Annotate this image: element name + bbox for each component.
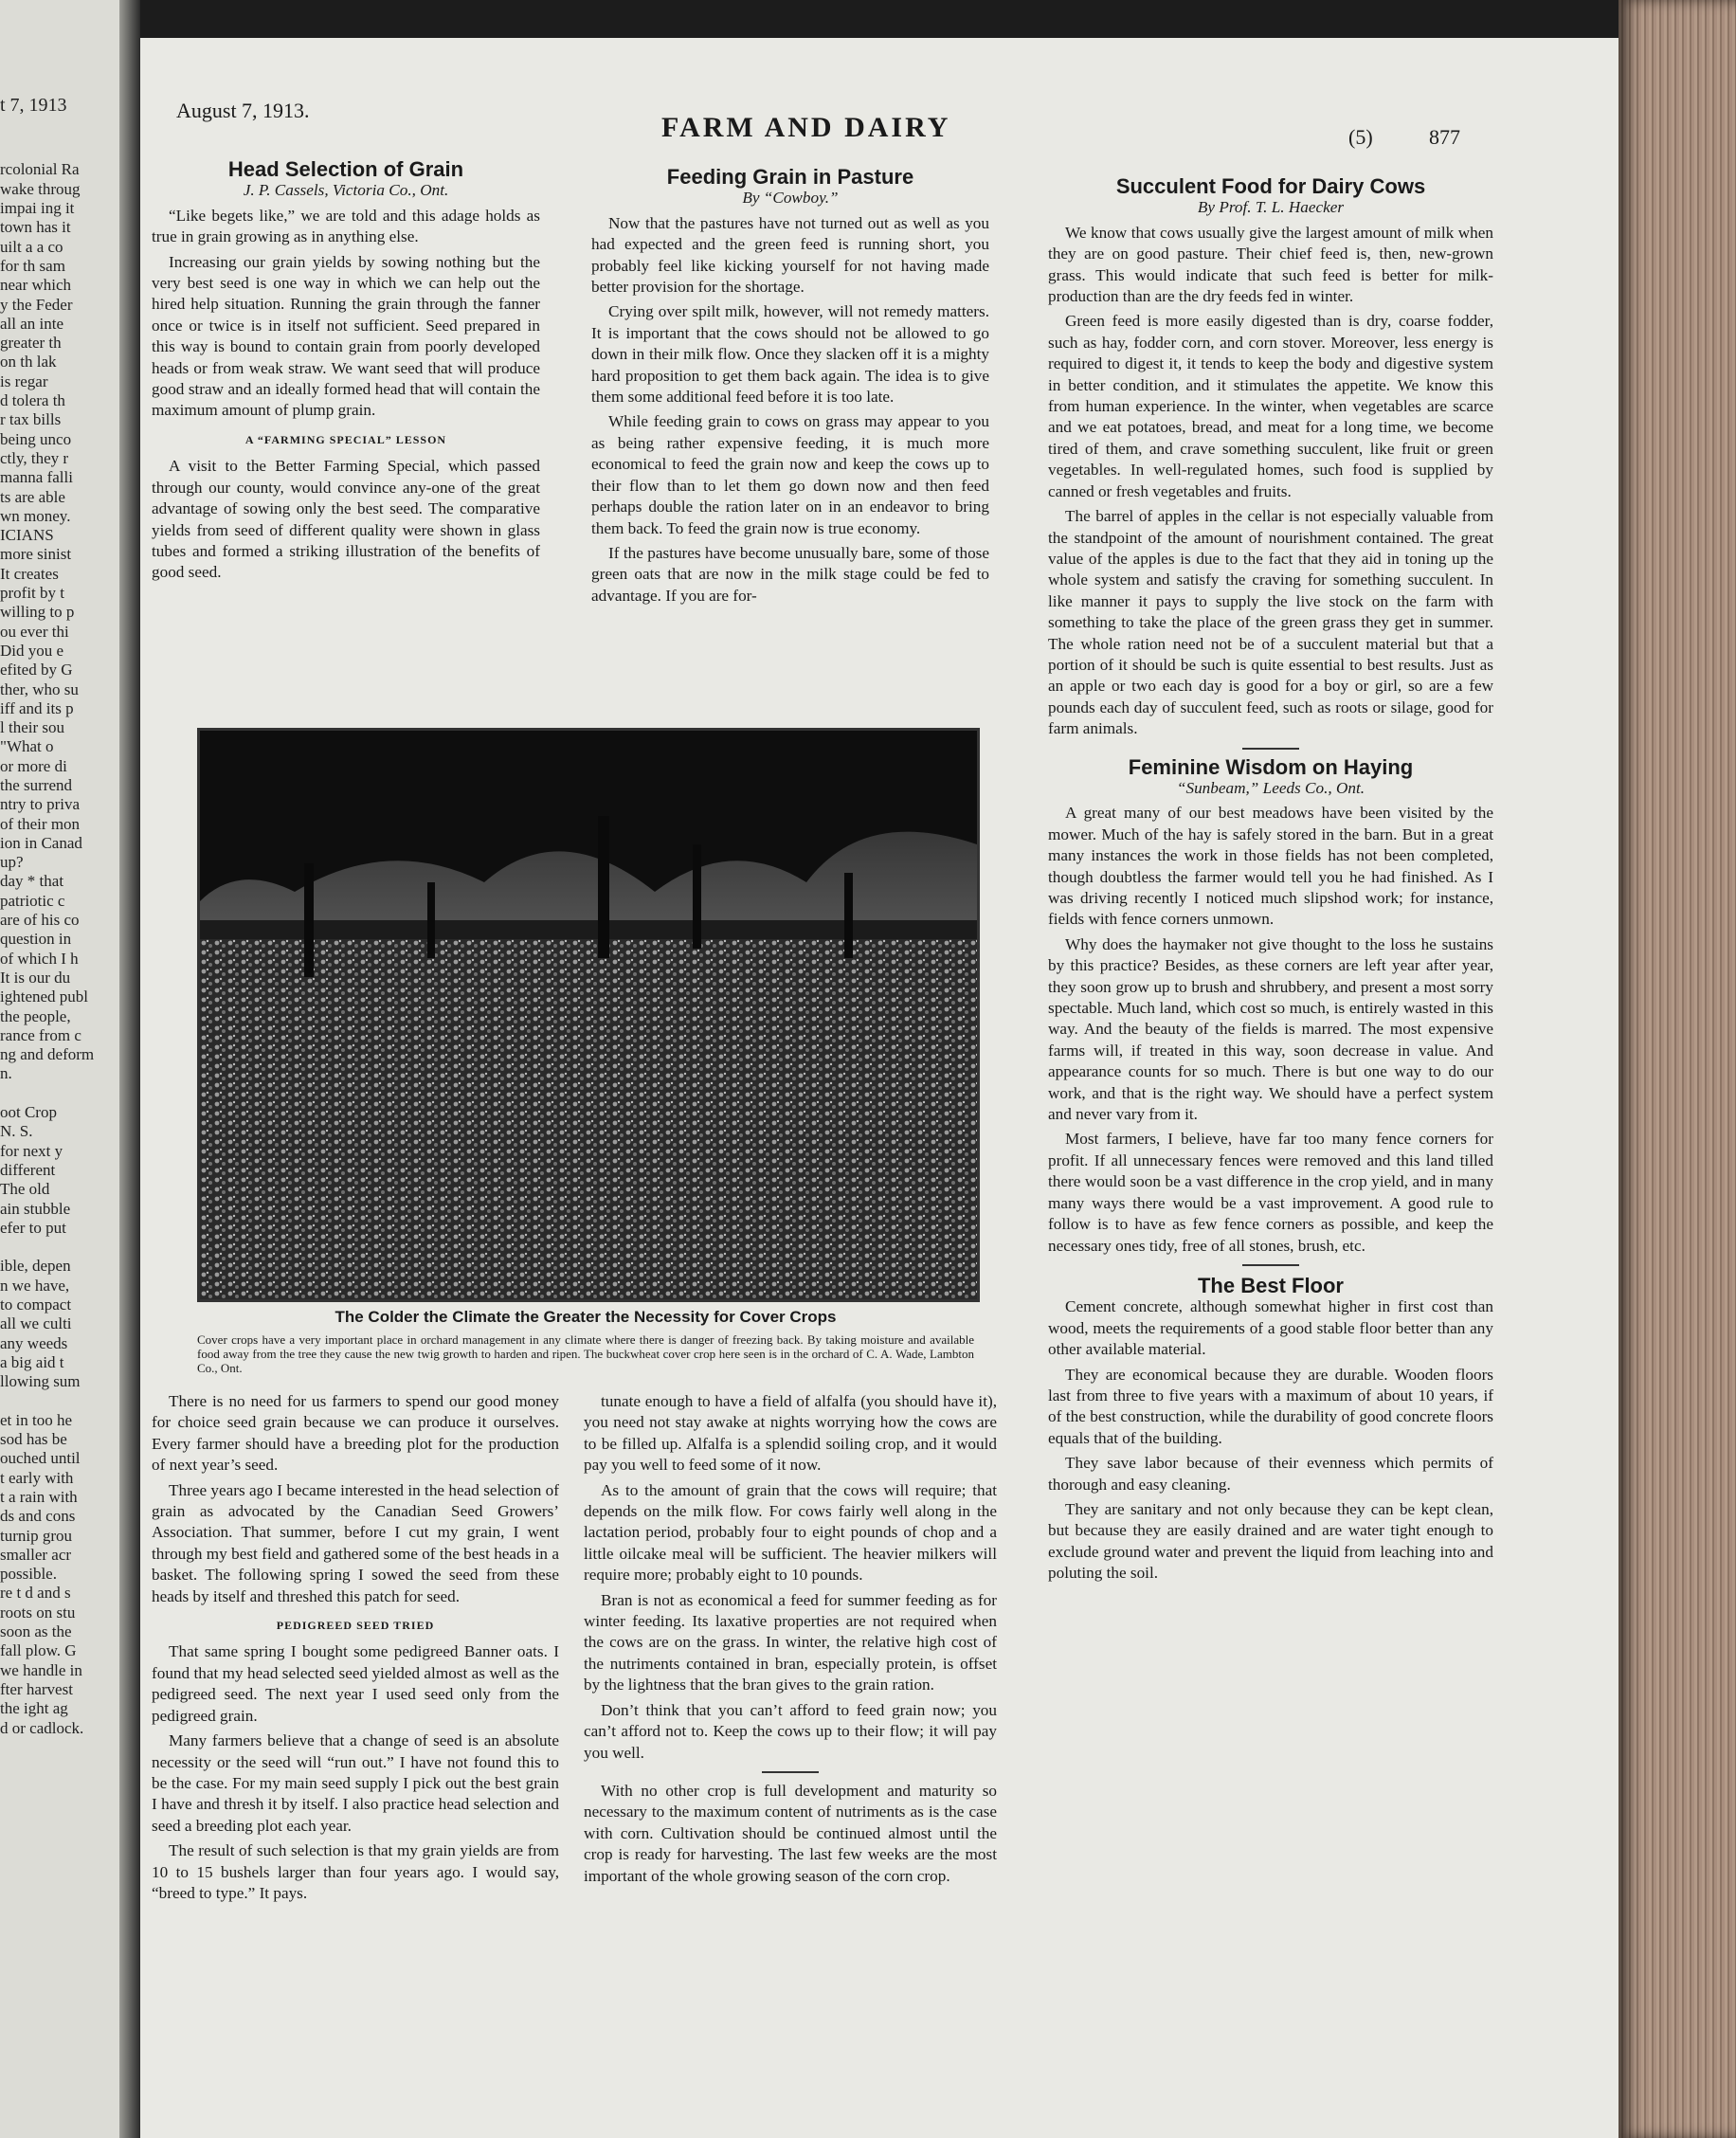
caption-title: The Colder the Climate the Greater the Necessity for Cover Crops — [335, 1308, 837, 1326]
previous-page-line: t a rain with — [0, 1487, 78, 1506]
previous-page-line: r tax bills — [0, 410, 62, 429]
article-title: The Best Floor — [1197, 1273, 1344, 1297]
previous-page-line — [0, 1084, 123, 1103]
previous-page-line: question in — [0, 930, 72, 949]
article-paragraph: While feeding grain to cows on grass may appear to you as being rather expensive feeding, it is much more economical to feed the grain now and keep the cows up to their flow than to let them go down now and then feed perhaps double the ration later on in an endeavor to bring them back. To feed the grain now is true economy. — [591, 412, 989, 537]
previous-page-line: of their mon — [0, 814, 81, 833]
previous-page-line: d tolera th — [0, 391, 65, 410]
article-paragraph: As to the amount of grain that the cows will require; that depends on the milk flow. For cows fairly well along in the lactation period, probably four to eight pounds of chop and a little oilcake meal will be sufficient. The heavier milkers will require more; probably eight to 10 pounds. — [584, 1480, 997, 1585]
previous-page-line: wn money. — [0, 506, 71, 525]
previous-page-date: t 7, 1913 — [0, 95, 67, 115]
previous-page-lines — [0, 160, 123, 1737]
article-paragraph: Don’t think that you can’t afford to feed grain now; you can’t afford not to. Keep the cows up to their flow; it will pay you well. — [584, 1700, 997, 1762]
previous-page-line: ntry to priva — [0, 795, 81, 814]
article-title: Succulent Food for Dairy Cows — [1115, 174, 1426, 198]
previous-page-line — [0, 1238, 123, 1257]
previous-page-line: all we culti — [0, 1314, 72, 1333]
previous-page-line: ightened publ — [0, 987, 89, 1006]
previous-page-line: t early with — [0, 1468, 74, 1487]
previous-page-line: oot Crop — [0, 1103, 57, 1122]
right-column — [1048, 176, 1493, 1588]
previous-page-line: of which I h — [0, 949, 79, 968]
book-page-edges — [1618, 0, 1736, 2138]
article-paragraph: There is no need for us farmers to spend our good money for choice seed grain because we can produce it ourselves. Every farmer should have a breeding plot for the production of next year’s seed. — [152, 1392, 559, 1475]
previous-page-line: all an inte — [0, 314, 64, 333]
article-paragraph: The barrel of apples in the cellar is not especially valuable from the standpoint of the amount of nourishment contained. The great value of the apples is due to the fact that they aid in toning up the whole system and satisfy the craving for something succulent. In like manner it pays to supply the live stock on the farm with something to take the place of the green grass they get in summer. The whole ration need not be of a succulent material but that a portion of it should be such is quite essential to best results. Just as an apple or two each day is good for a boy or girl, so are a few pounds each day of succulent feed, such as roots or silage, good for farm animals. — [1048, 507, 1493, 738]
article-byline: By Prof. T. L. Haecker — [1197, 198, 1345, 217]
article-paragraph: That same spring I bought some pedigreed Banner oats. I found that my head selected seed yielded almost as well as the pedigreed seed. The next year I used seed only from the pedigreed grain. — [152, 1642, 559, 1725]
previous-page-line: wake throug — [0, 179, 81, 198]
previous-page-line: turnip grou — [0, 1526, 73, 1545]
previous-page-line: more sinist — [0, 545, 72, 564]
article-paragraph: They are economical because they are durable. Wooden floors last from three to five years with a maximum of about 10 years, if of the best construction, while the durability of good concrete floors equals that of the building. — [1048, 1365, 1493, 1447]
previous-page-line: patriotic c — [0, 891, 65, 910]
article-paragraph: Bran is not as economical a feed for summer feeding as for winter feeding. Its laxative properties are not required when the cows are on the grass. In winter, the relative high cost of the nutriments contained in bran, especially protein, is offset by the lightness that the bran gives to the grain ration. — [584, 1590, 997, 1694]
article-paragraph: Most farmers, I believe, have far too many fence corners for profit. If all unnecessary fences were removed and this land tilled there would soon be a vast difference in the crop yield, and in many many ways there would be a vast improvement. A good rule to follow is to have as few fence corners as possible, and keep the necessary ones tidy, free of all stones, brush, etc. — [1048, 1130, 1493, 1255]
article-feeding-grain-continued — [584, 1391, 997, 1891]
previous-page-line: a big aid t — [0, 1352, 64, 1371]
article-paragraph: We know that cows usually give the largest amount of milk when they are on good pasture. Their chief feed is, then, new-grown grass. This would indicate that such feed is better for milk-production than are the dry feeds fed in winter. — [1048, 223, 1493, 306]
previous-page-line: rance from c — [0, 1025, 81, 1044]
previous-page-line: day * that — [0, 872, 64, 891]
previous-page-line: ICIANS — [0, 526, 54, 545]
previous-page-line: for next y — [0, 1141, 63, 1160]
article-paragraph: They are sanitary and not only because they can be kept clean, but because they are easily drained and are water tight enough to exclude ground water and prevent the liquid from leaching into and poluting the soil. — [1048, 1499, 1493, 1583]
divider — [762, 1771, 819, 1773]
previous-page-line: profit by t — [0, 584, 64, 603]
previous-page-line: the surrend — [0, 775, 73, 794]
previous-page-line: n we have, — [0, 1276, 70, 1295]
previous-page-line: "What o — [0, 737, 54, 756]
article-paragraph: Crying over spilt milk, however, will not remedy matters. It is important that the cows should not be allowed to go down in their milk flow. Once they slacken off it is a mighty hard proposition to get them back again. The idea is to give them some additional feed before it is too late. — [591, 302, 989, 407]
previous-page-line: the people, — [0, 1006, 71, 1025]
previous-page-line: to compact — [0, 1295, 72, 1314]
corn-paragraph: With no other crop is full development and maturity so necessary to the maximum content of nutriments as is the case with corn. Cultivation should be continued almost until the crop is ready for harvesting. The last few weeks are the most important of the whole growing season of the corn crop. — [584, 1781, 997, 1885]
previous-page-line: rcolonial Ra — [0, 160, 80, 179]
previous-page-line: y the Feder — [0, 295, 73, 314]
previous-page-line: ts are able — [0, 487, 65, 506]
divider — [1242, 748, 1299, 750]
page-number: 877 — [1429, 125, 1460, 149]
previous-page-line: It creates — [0, 564, 59, 583]
article-paragraph: Increasing our grain yields by sowing nothing but the very best seed is one way in which we can help out the hired help situation. Running the grain through the fanner once or twice is in itself not sufficient. Seed prepared in this way is bound to contain grain from poorly developed heads or from weak straw. We want seed that will produce good straw and an ideally formed head that will contain the maximum amount of plump grain. — [152, 252, 540, 420]
divider — [1242, 1264, 1299, 1266]
previous-page-line: are of his co — [0, 911, 80, 930]
previous-page-line: any weeds — [0, 1333, 68, 1352]
previous-page-line: d or cadlock. — [0, 1718, 84, 1737]
previous-page-line: on th lak — [0, 353, 57, 371]
photo-caption — [197, 1308, 974, 1375]
newspaper-page — [140, 38, 1618, 2138]
masthead-title: FARM AND DAIRY — [661, 112, 951, 143]
article-paragraph: They save labor because of their evenness which permits of thorough and easy cleaning. — [1048, 1454, 1493, 1494]
previous-page-line: iff and its p — [0, 698, 74, 717]
previous-page-line: llowing sum — [0, 1372, 81, 1391]
binding-gutter — [119, 0, 140, 2138]
previous-page-line: It is our du — [0, 968, 71, 987]
previous-page-line: Did you e — [0, 641, 64, 660]
previous-page-line: ctly, they r — [0, 448, 69, 467]
article-paragraph: Cement concrete, although somewhat higher in first cost than wood, meets the requirements of a good stable floor better than any other available material. — [1048, 1297, 1493, 1359]
article-paragraph: A visit to the Better Farming Special, which passed through our county, would convince any-one of the great advantage of sowing only the best seed. The comparative yields from seed of different quality were shown in glass tubes and formed a striking illustration of the benefits of good seed. — [152, 457, 540, 582]
previous-page-line: soon as the — [0, 1622, 72, 1641]
article-head-selection-continued — [152, 1391, 559, 1908]
previous-page-line: sod has be — [0, 1430, 67, 1449]
previous-page-line: ouched until — [0, 1449, 81, 1468]
previous-page-line: being unco — [0, 429, 72, 448]
article-paragraph: Now that the pastures have not turned out as well as you had expected and the green feed is running short, you probably feel like kicking yourself for not having made better provision for the shortage. — [591, 213, 989, 297]
previous-page-line: different — [0, 1160, 56, 1179]
previous-page-line: N. S. — [0, 1122, 33, 1141]
previous-page-line: manna falli — [0, 468, 73, 487]
previous-page-line: is regar — [0, 371, 48, 390]
previous-page-line: re t d and s — [0, 1584, 71, 1603]
previous-page-text — [0, 57, 123, 1776]
article-paragraph: Many farmers believe that a change of seed is an absolute necessity or the seed will “run out.” I have not found this to be the case. For my main seed supply I pick out the best grain I have and thresh it by itself. I also practice head selection and seed a breeding plot each year. — [152, 1731, 559, 1835]
article-paragraph: The result of such selection is that my grain yields are from 10 to 15 bushels larger than four years ago. I would say, “breed to type.” It pays. — [152, 1841, 559, 1902]
issue-date: August 7, 1913. — [176, 99, 310, 122]
previous-page-line: ain stubble — [0, 1199, 71, 1218]
previous-page-line: l their sou — [0, 718, 64, 737]
subheading: PEDIGREED SEED TRIED — [276, 1619, 435, 1633]
previous-page-line: efer to put — [0, 1218, 66, 1237]
article-byline: J. P. Cassels, Victoria Co., Ont. — [243, 181, 449, 200]
previous-page-line: for th sam — [0, 256, 65, 275]
previous-page-line: et in too he — [0, 1410, 73, 1429]
previous-page-line: town has it — [0, 218, 71, 237]
previous-page-line: near which — [0, 276, 72, 295]
previous-page-line — [0, 1391, 123, 1410]
orchard-photo-image — [200, 731, 977, 1299]
article-paragraph: If the pastures have become unusually bare, some of those green oats that are now in the milk stage could be fed to advantage. If you are for- — [591, 543, 989, 605]
article-title: Feeding Grain in Pasture — [666, 165, 914, 189]
previous-page-fragment — [0, 0, 140, 2138]
article-feeding-grain — [591, 167, 989, 610]
previous-page-line: smaller acr — [0, 1545, 72, 1564]
orchard-photograph — [197, 728, 980, 1302]
previous-page-line: the ight ag — [0, 1699, 68, 1718]
previous-page-line: uilt a a co — [0, 237, 63, 256]
article-paragraph: Why does the haymaker not give thought to the loss he sustains by this practice? Besides, as these corners are left year after year, they soon grow up to brush and shrubbery, and present a most sorry spectable. Much land, which cost so much, is entirely wasted in this way. And the beauty of the fields is marred. The most expensive farms will, if treated in this way, soon decrease in value. And appearance counts for so much. There is but one way to do our work, and that is the right way. We should have a perfect system and never vary from it. — [1048, 934, 1493, 1124]
previous-page-line: up? — [0, 853, 24, 872]
previous-page-line: ng and deform — [0, 1045, 95, 1064]
article-paragraph: Three years ago I became interested in the head selection of grain as advocated by the Canadian Seed Growers’ Association. That summer, before I cut my grain, I went through my best field and gathered some of the best heads in a basket. The following spring I sowed the seed from these heads by itself and threshed this patch for seed. — [152, 1480, 559, 1605]
subheading: A “FARMING SPECIAL” LESSON — [244, 432, 447, 446]
previous-page-line: n. — [0, 1064, 12, 1083]
article-byline: “Sunbeam,” Leeds Co., Ont. — [1176, 778, 1365, 797]
previous-page-line: impai ing it — [0, 199, 75, 218]
previous-page-line: fter harvest — [0, 1679, 73, 1698]
previous-page-line: The old — [0, 1180, 50, 1199]
caption-text: Cover crops have a very important place in orchard management in any climate where there is danger of freezing back. By taking moisture and available food away from the tree they cause the new twig growth to harden and ripen. The buckwheat cover crop here seen is in the orchard of C. A. Wade, Lambton Co., Ont. — [197, 1332, 974, 1375]
article-paragraph: tunate enough to have a field of alfalfa (you should have it), you need not stay awake at nights worrying how the cows are to be filled up. Alfalfa is a splendid soiling crop, and it would pay you well to feed some of it now. — [584, 1392, 997, 1475]
previous-page-line: greater th — [0, 334, 62, 353]
article-byline: By “Cowboy.” — [742, 189, 839, 208]
previous-page-line: ou ever thi — [0, 622, 69, 641]
previous-page-line: we handle in — [0, 1660, 82, 1679]
previous-page-line: or more di — [0, 756, 67, 775]
section-number: (5) — [1348, 125, 1373, 149]
previous-page-line: efited by G — [0, 661, 73, 679]
previous-page-line: fall plow. G — [0, 1641, 77, 1660]
article-paragraph: “Like begets like,” we are told and this adage holds as true in grain growing as in anything else. — [152, 206, 540, 246]
previous-page-line: possible. — [0, 1565, 57, 1584]
article-paragraph: Green feed is more easily digested than is dry, coarse fodder, such as hay, fodder corn, and corn stover. Moreover, less energy is required to digest it, it tends to keep the body and digestive system in better condition, and it stimulates the appetite. We know this from human experience. In the winter, when vegetables are scarce and we eat potatoes, bread, and meat for a long time, we become tired of them, and crave something succulent, like fruit or green vegetables. In well-regulated homes, such food is supplied by canned or fresh vegetables and fruits. — [1048, 312, 1493, 500]
article-paragraph: A great many of our best meadows have been visited by the mower. Much of the hay is safely stored in the barn. But in a great many instances the work in those fields has not been completed, though doubtless the farmer would tell you he had finished. As I was driving recently I noticed much slipshod work; for instance, fields with fence corners unmown. — [1048, 804, 1493, 929]
article-title: Head Selection of Grain — [227, 157, 464, 181]
previous-page-line: roots on stu — [0, 1603, 76, 1622]
previous-page-line: ther, who su — [0, 679, 79, 698]
article-head-selection — [152, 159, 540, 588]
article-title: Feminine Wisdom on Haying — [1128, 754, 1414, 779]
previous-page-line: ible, depen — [0, 1257, 71, 1276]
previous-page-line: ds and cons — [0, 1507, 76, 1526]
previous-page-line: ion in Canad — [0, 833, 82, 852]
previous-page-line: willing to p — [0, 603, 75, 622]
